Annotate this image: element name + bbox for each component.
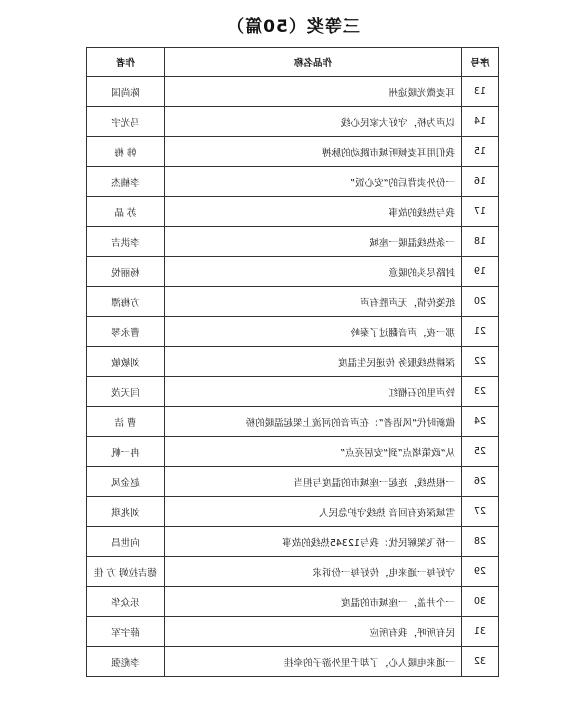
table-row: [87, 617, 499, 647]
table-row: [87, 587, 499, 617]
table-row: [87, 197, 499, 227]
table-row: [87, 317, 499, 347]
cell-no: 26: [462, 467, 499, 497]
cell-no: 28: [462, 527, 499, 557]
cell-author: 闫天茂: [87, 377, 165, 407]
cell-no: 16: [462, 167, 499, 197]
cell-title: 纸笺传情，无声胜有声: [165, 287, 462, 317]
table-row: [87, 227, 499, 257]
cell-author: 刘兆琪: [87, 497, 165, 527]
cell-no: 32: [462, 647, 499, 677]
cell-title: 一桥飞架解民忧：我与12345热线的故事: [165, 527, 462, 557]
table-row: [87, 377, 499, 407]
cell-author: 李彪强: [87, 647, 165, 677]
cell-author: 乐众华: [87, 587, 165, 617]
cell-title: 一通来电暖人心，了却千里外游子的牵挂: [165, 647, 462, 677]
cell-author: 赵金凤: [87, 467, 165, 497]
cell-author: 刘敏敏: [87, 347, 165, 377]
cell-no: 17: [462, 197, 499, 227]
cell-no: 27: [462, 497, 499, 527]
cell-title: 一根热线，连起一座城市的温度与担当: [165, 467, 462, 497]
cell-author: 陈尚国: [87, 77, 165, 107]
cell-title: 一条热线温暖一座城: [165, 227, 462, 257]
table-row: [87, 107, 499, 137]
cell-title: 封路尽头的暖意: [165, 257, 462, 287]
table-row: [87, 437, 499, 467]
table-row: [87, 347, 499, 377]
cell-title: 深耕热线服务 传递民生温度: [165, 347, 462, 377]
table-row: [87, 497, 499, 527]
cell-author: 李楠杰: [87, 167, 165, 197]
cell-title: 一份外卖背后的“安心饭”: [165, 167, 462, 197]
cell-author: 苏 晶: [87, 197, 165, 227]
table-row: [87, 467, 499, 497]
cell-title: 以声为桥，守好大家民心线: [165, 107, 462, 137]
cell-title: 耳麦微光暖途州: [165, 77, 462, 107]
cell-title: 做新时代“风语者”：在声音的河流上架起温暖的桥: [165, 407, 462, 437]
awards-table: [86, 47, 499, 677]
cell-author: 曹永琴: [87, 317, 165, 347]
cell-no: 30: [462, 587, 499, 617]
header-no: 序号: [462, 48, 499, 77]
cell-no: 21: [462, 317, 499, 347]
cell-no: 20: [462, 287, 499, 317]
cell-no: 29: [462, 557, 499, 587]
cell-no: 24: [462, 407, 499, 437]
table-row: [87, 407, 499, 437]
cell-no: 13: [462, 77, 499, 107]
table-row: [87, 287, 499, 317]
table-row: [87, 647, 499, 677]
cell-author: 方梅潭: [87, 287, 165, 317]
cell-no: 22: [462, 347, 499, 377]
page-title: 三等奖（50篇）: [226, 17, 360, 37]
cell-title: 从“政策堵点”到“安居亮点”: [165, 437, 462, 467]
cell-title: 我们用耳麦倾听城市跳动的脉搏: [165, 137, 462, 167]
table-header: [87, 48, 499, 77]
cell-no: 14: [462, 107, 499, 137]
table-row: [87, 527, 499, 557]
cell-title: 那一夜，声音翻过了秦岭: [165, 317, 462, 347]
cell-no: 19: [462, 257, 499, 287]
header-title: 作品名称: [165, 48, 462, 77]
cell-author: 向世昌: [87, 527, 165, 557]
cell-author: 李洪吉: [87, 227, 165, 257]
cell-author: 冉一帆: [87, 437, 165, 467]
cell-title: 我与热线的故事: [165, 197, 462, 227]
cell-title: 民有所呼，我有所应: [165, 617, 462, 647]
header-row: [87, 48, 499, 77]
cell-no: 18: [462, 227, 499, 257]
cell-no: 25: [462, 437, 499, 467]
cell-no: 15: [462, 137, 499, 167]
cell-author: 曹 洁: [87, 407, 165, 437]
cell-title: 一个井盖，一座城市的温度: [165, 587, 462, 617]
cell-title: 守好每一通来电，传好每一份诉求: [165, 557, 462, 587]
table-row: [87, 137, 499, 167]
table-row: [87, 167, 499, 197]
cell-author: 杨丽悦: [87, 257, 165, 287]
header-author: 作者: [87, 48, 165, 77]
cell-no: 31: [462, 617, 499, 647]
table-row: [87, 557, 499, 587]
table-row: [87, 77, 499, 107]
cell-title: 雪域深夜有回音 热线守护急民人: [165, 497, 462, 527]
cell-author: 德吉拉姆 方 佳: [87, 557, 165, 587]
table-row: [87, 257, 499, 287]
cell-title: 铃声里的石榴红: [165, 377, 462, 407]
cell-author: 马光宇: [87, 107, 165, 137]
cell-author: 薛宇军: [87, 617, 165, 647]
table-body: [87, 77, 499, 677]
cell-author: 韩 梅: [87, 137, 165, 167]
cell-no: 23: [462, 377, 499, 407]
